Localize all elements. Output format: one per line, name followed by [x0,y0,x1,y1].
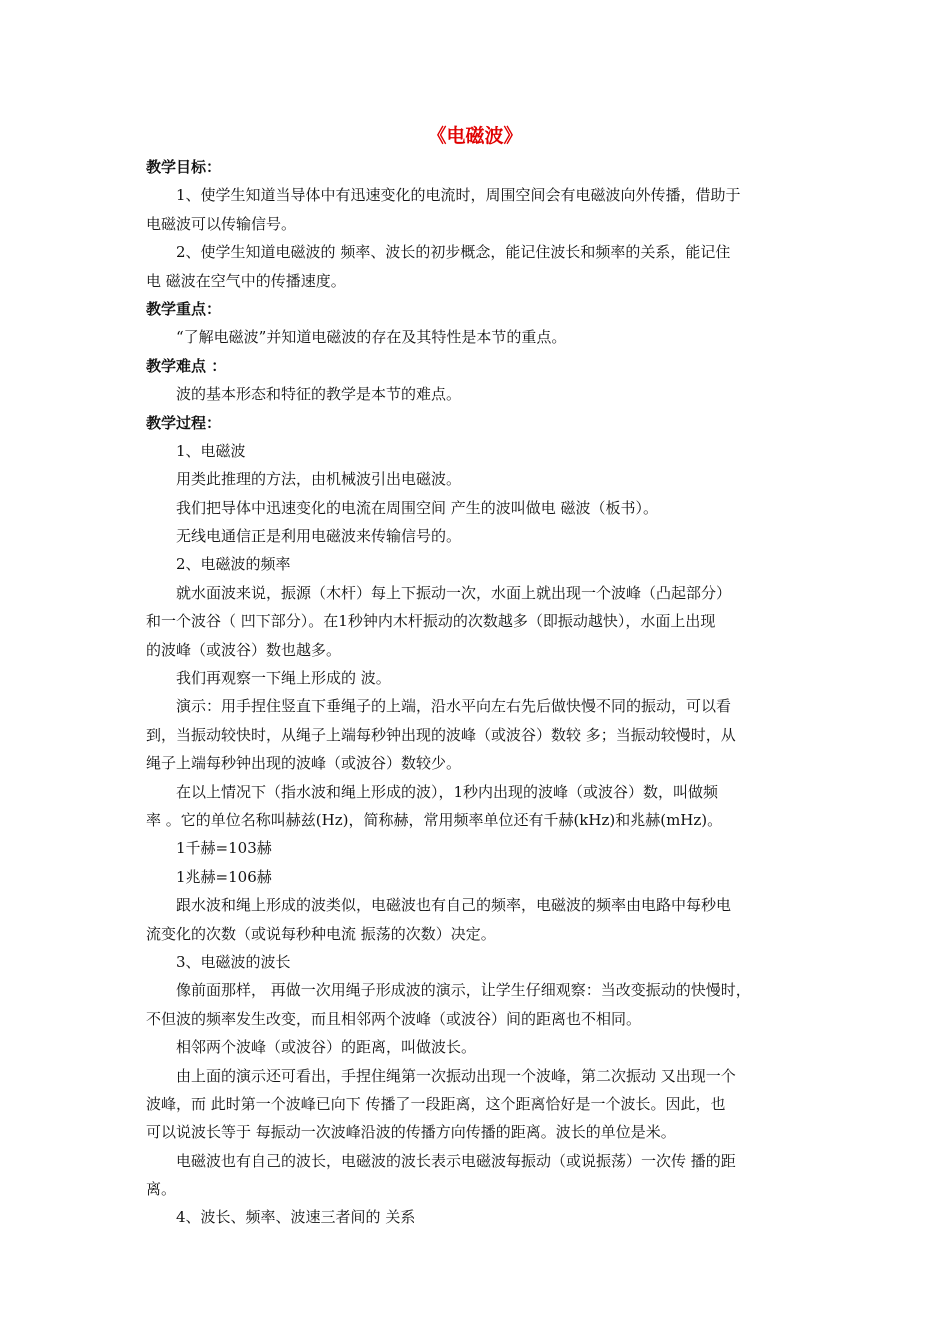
section-heading: 教学难点 ： [146,356,227,375]
body-text-line: 1、电磁波 [176,441,246,460]
body-text-line: 和一个波谷（ 凹下部分）。在1秒钟内木杆振动的次数越多（即振动越快），水面上出现 [146,612,716,631]
body-text-line: 就水面波来说，振源（木杆）每上下振动一次，水面上就出现一个波峰（凸起部分） [176,583,732,602]
body-text-line: 到，当振动较快时，从绳子上端每秒钟出现的波峰（或波谷）数较 多；当振动较慢时，从 [146,725,736,744]
body-text-line: 由上面的演示还可看出，手捏住绳第一次振动出现一个波峰，第二次振动 又出现一个 [176,1066,736,1085]
body-text-line: 率 。它的单位名称叫赫兹(Hz)，简称赫，常用频率单位还有千赫(kHz)和兆赫(mHz)。 [146,810,723,829]
body-text-line: 演示：用手捏住竖直下垂绳子的上端，沿水平向左右先后做快慢不同的振动，可以看 [176,697,732,716]
body-text-line: 离。 [146,1180,177,1199]
body-text-line: 波的基本形态和特征的教学是本节的难点。 [176,385,462,404]
body-text-line: 4、波长、频率、波速三者间的 关系 [176,1208,416,1227]
body-text-line: “了解电磁波”并知道电磁波的存在及其特性是本节的重点。 [176,328,567,347]
body-text-line: 电磁波可以传输信号。 [146,214,297,233]
body-text-line: 2、使学生知道电磁波的 频率、波长的初步概念，能记住波长和频率的关系，能记住 [176,243,731,262]
body-text-line: 我们把导体中迅速变化的电流在周围空间 产生的波叫做电 磁波（板书）。 [176,498,659,517]
body-text-line: 用类此推理的方法，由机械波引出电磁波。 [176,470,462,489]
body-text-line: 3、电磁波的波长 [176,952,291,971]
body-text-line: 绳子上端每秒钟出现的波峰（或波谷）数较少。 [146,754,462,773]
body-text-line: 电磁波也有自己的波长，电磁波的波长表示电磁波每振动（或说振荡）一次传 播的距 [176,1151,736,1170]
body-text-line: 无线电通信正是利用电磁波来传输信号的。 [176,527,462,546]
body-text-line: 像前面那样， 再做一次用绳子形成波的演示，让学生仔细观察：当改变振动的快慢时， [176,981,751,1000]
body-text-line: 波峰，而 此时第一个波峰已向下 传播了一段距离，这个距离恰好是一个波长。因此，也 [146,1094,726,1113]
body-text-line: 1兆赫=106赫 [176,867,272,886]
body-text-line: 在以上情况下（指水波和绳上形成的波），1秒内出现的波峰（或波谷）数，叫做频 [176,782,719,801]
body-text-line: 跟水波和绳上形成的波类似，电磁波也有自己的频率，电磁波的频率由电路中每秒电 [176,896,732,915]
body-text-line: 不但波的频率发生改变，而且相邻两个波峰（或波谷）间的距离也不相同。 [146,1009,642,1028]
section-heading: 教学过程： [146,413,222,432]
body-text-line: 电 磁波在空气中的传播速度。 [146,271,346,290]
section-heading: 教学目标： [146,158,222,176]
body-text-line: 1、使学生知道当导体中有迅速变化的电流时，周围空间会有电磁波向外传播，借助于 [176,186,741,205]
body-text-line: 1千赫=103赫 [176,839,272,858]
body-text-line: 2、电磁波的频率 [176,555,291,574]
document-body [146,153,810,1232]
body-text-line: 流变化的次数（或说每秒种电流 振荡的次数）决定。 [146,924,496,943]
document-title: 《电磁波》 [427,125,523,147]
body-text-line: 可以说波长等于 每振动一次波峰沿波的传播方向传播的距离。波长的单位是米。 [146,1123,676,1142]
section-heading: 教学重点： [146,299,222,318]
body-text-line: 相邻两个波峰（或波谷）的距离，叫做波长。 [176,1038,477,1057]
body-text-line: 我们再观察一下绳上形成的 波。 [176,669,391,688]
body-text-line: 的波峰（或波谷）数也越多。 [146,640,342,659]
